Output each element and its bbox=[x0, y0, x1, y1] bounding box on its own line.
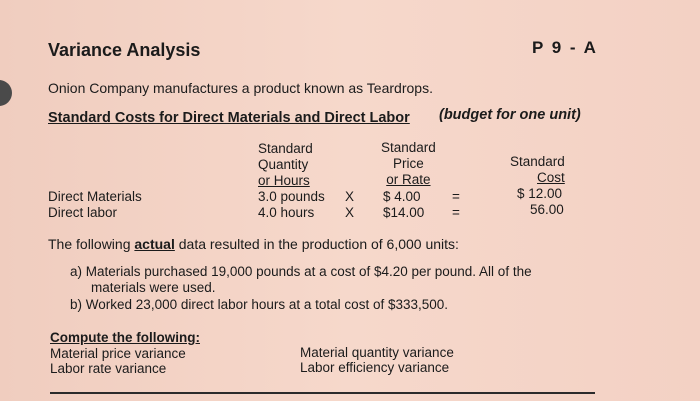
labor-rate: $14.00 bbox=[383, 205, 425, 220]
materials-cost: $ 12.00 bbox=[517, 186, 563, 201]
actual-suffix: data resulted in the production of 6,000 units: bbox=[178, 236, 459, 252]
row-label-materials: Direct Materials bbox=[48, 189, 142, 204]
labor-cost: 56.00 bbox=[530, 202, 564, 217]
materials-qty: 3.0 pounds bbox=[258, 189, 325, 204]
list-item-continuation: materials were used. bbox=[91, 280, 216, 295]
equals-sign: = bbox=[452, 205, 460, 220]
binder-hole bbox=[0, 80, 12, 106]
equals-sign: = bbox=[452, 189, 460, 204]
materials-rate: $ 4.00 bbox=[383, 189, 421, 204]
item-text: Worked 23,000 direct labor hours at a total cost of $333,500. bbox=[85, 297, 449, 312]
actual-emphasis: actual bbox=[134, 236, 175, 252]
page-title: Variance Analysis bbox=[48, 40, 201, 60]
times-sign: X bbox=[345, 189, 355, 204]
rate-header-line: or Rate bbox=[386, 172, 431, 187]
variance-item: Material price variance bbox=[50, 346, 186, 361]
compute-heading: Compute the following: bbox=[50, 330, 200, 345]
labor-qty: 4.0 hours bbox=[258, 205, 315, 220]
variance-item: Labor efficiency variance bbox=[300, 360, 450, 375]
rate-column-header bbox=[381, 140, 436, 188]
actual-data-intro bbox=[48, 236, 459, 252]
list-item bbox=[70, 297, 448, 312]
cost-header-line: Cost bbox=[537, 170, 565, 185]
item-marker: b) bbox=[70, 297, 83, 312]
item-marker: a) bbox=[70, 264, 83, 279]
qty-header-line: Standard bbox=[258, 141, 313, 156]
budget-note: (budget for one unit) bbox=[439, 107, 581, 123]
rate-header-line: Standard bbox=[381, 140, 436, 155]
item-text: Materials purchased 19,000 pounds at a cost of $4.20 per pound. All of the bbox=[85, 264, 532, 279]
rate-header-line: Price bbox=[393, 156, 424, 171]
qty-column-header bbox=[258, 141, 313, 189]
qty-header-line: or Hours bbox=[258, 173, 310, 188]
problem-code: P 9 - A bbox=[532, 38, 598, 57]
variance-item: Labor rate variance bbox=[50, 361, 167, 376]
cost-column-header bbox=[510, 154, 565, 186]
bottom-rule bbox=[50, 392, 595, 394]
variance-item: Material quantity variance bbox=[300, 345, 454, 360]
qty-header-line: Quantity bbox=[258, 157, 309, 172]
cost-header-line: Standard bbox=[510, 154, 565, 169]
list-item bbox=[70, 264, 532, 279]
actual-prefix: The following bbox=[48, 236, 131, 252]
intro-text: Onion Company manufactures a product known as Teardrops. bbox=[48, 80, 433, 96]
section-heading: Standard Costs for Direct Materials and Direct Labor bbox=[48, 110, 410, 126]
row-label-labor: Direct labor bbox=[48, 205, 118, 220]
times-sign: X bbox=[345, 205, 355, 220]
